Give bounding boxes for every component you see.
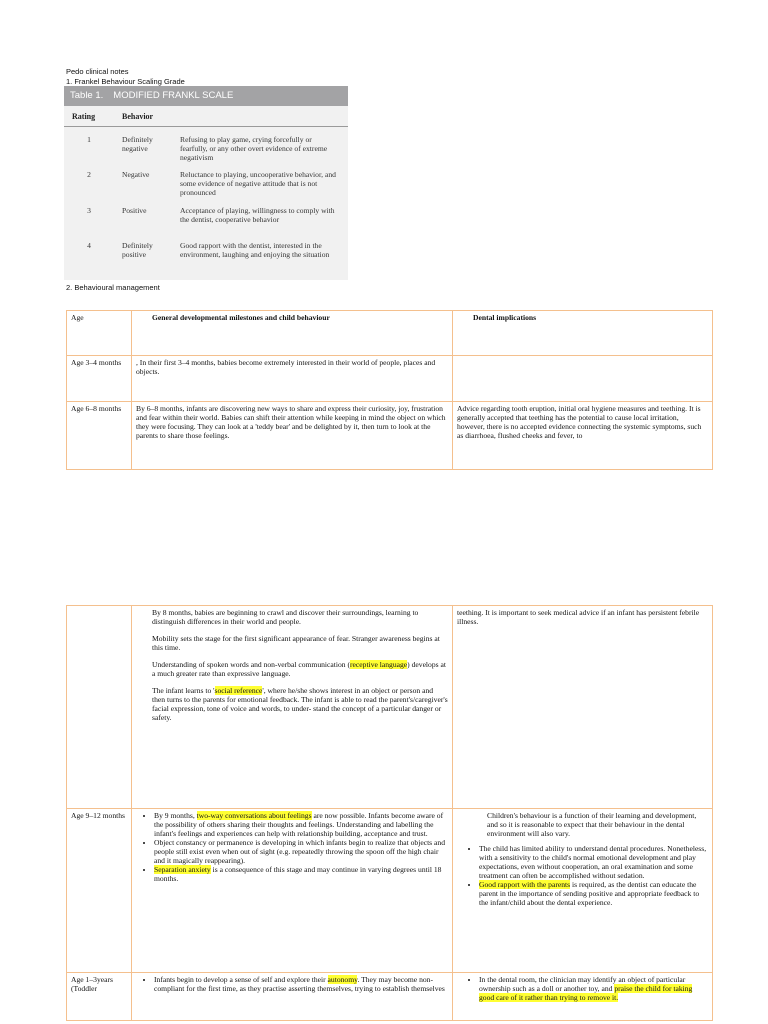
text: are now possible. Infants become aware of the possibility of others sharing their thoughts and feelings. Understanding and labelling the infant's feelings and experiences can help with relationship building, acceptance and trust. <box>154 811 444 838</box>
development-cell <box>132 973 453 1021</box>
text: The infant learns to ' <box>152 686 215 695</box>
dental-cell <box>453 809 713 973</box>
section-heading-behavioural: 2. Behavioural management <box>66 283 160 292</box>
figure-behavior: Negative <box>122 170 150 179</box>
age-cell: Age 1–3years (Toddler <box>67 973 132 1021</box>
bullet-list <box>140 811 448 883</box>
figure-title-bar <box>64 86 348 106</box>
milestones-table-part1 <box>66 310 713 470</box>
figure-description: Acceptance of playing, willingness to comply with the dentist, cooperative behavior <box>180 206 335 224</box>
col-header-development: General developmental milestones and child behaviour <box>132 311 453 356</box>
highlighted-text: autonomy <box>327 975 358 984</box>
table-row <box>67 402 713 470</box>
frankl-scale-figure <box>64 86 348 280</box>
col-header-age: Age <box>67 311 132 356</box>
age-cell: Age 6–8 months <box>67 402 132 470</box>
figure-description: Good rapport with the dentist, interested in the environment, laughing and enjoying the situation <box>180 241 330 259</box>
age-cell: Age 9–12 months <box>67 809 132 973</box>
text: is required, as the dentist can educate the parent in the importance of sending positive and appropriate feedback to the infant/child about the dental experience. <box>479 880 700 907</box>
table-row <box>67 606 713 809</box>
age-cell <box>67 606 132 809</box>
highlighted-text: two-way conversations about feelings <box>196 811 312 820</box>
text: In the dental room, the clinician may identify an object of particular ownership such as a doll or another toy, and <box>479 975 686 993</box>
paragraph <box>152 686 448 722</box>
table-row <box>67 973 713 1021</box>
list-item <box>154 811 448 838</box>
list-item <box>154 975 448 993</box>
text: . They may become non-compliant for the first time, as they practise asserting themselves, trying to establish themselves <box>154 975 445 993</box>
figure-rating: 4 <box>87 241 91 250</box>
list-item: • The child has limited ability to understand dental procedures. Nonetheless, with a sensitivity to the child's normal emotional development and play expectations, even without cooperation, an oral examination and some treatment can often be accomplished without sedation. <box>479 844 708 880</box>
table-row <box>67 809 713 973</box>
list-item <box>479 880 708 907</box>
paragraph: Mobility sets the stage for the first significant appearance of fear. Stranger awareness begins at this time. <box>152 634 440 652</box>
list-item <box>154 865 448 883</box>
figure-col-behavior: Behavior <box>122 112 154 121</box>
highlighted-text: Separation anxiety <box>154 865 211 874</box>
list-item <box>479 975 708 1002</box>
age-cell: Age 3–4 months <box>67 356 132 402</box>
figure-behavior: Positive <box>122 206 147 215</box>
text: Infants begin to develop a sense of self and explore their <box>154 975 328 984</box>
section-heading-frankl: 1. Frankel Behaviour Scaling Grade <box>66 77 185 86</box>
highlighted-text: praise the child for taking good care of it rather than trying to remove it. <box>479 984 693 1002</box>
figure-rating: 2 <box>87 170 91 179</box>
table-row <box>67 356 713 402</box>
text: is a consequence of this stage and may continue in varying degrees until 18 months. <box>154 865 442 883</box>
bullet-list <box>459 844 708 907</box>
figure-divider <box>64 126 348 127</box>
highlighted-text: receptive language <box>350 660 408 669</box>
text: ) develops at a much greater rate than expressive language. <box>152 660 446 678</box>
milestones-table-part2 <box>66 605 713 1021</box>
dental-cell <box>453 356 713 402</box>
paragraph: By 8 months, babies are beginning to crawl and discover their surroundings, learning to distinguish differences in their world and people. <box>152 608 419 626</box>
col-header-dental: Dental implications <box>453 311 713 356</box>
figure-behavior: Definitely negative <box>122 135 153 153</box>
highlighted-text: social reference <box>214 686 263 695</box>
figure-table-number: Table 1. <box>70 90 104 101</box>
figure-title: MODIFIED FRANKL SCALE <box>113 90 234 101</box>
paragraph <box>152 660 448 678</box>
paragraph: Children's behaviour is a function of their learning and development, and so it is reasonable to expect that their behaviour in the dental environment will also vary. <box>487 811 697 838</box>
development-cell: By 6–8 months, infants are discovering new ways to share and express their curiosity, joy, frustration and fear within their world. Babies can shift their attention while keeping in mind the object on which they were focusing. They can look at a 'teddy bear' and be delighted by it, then turn to look at the parents to share those feelings. <box>132 402 453 470</box>
dental-cell: teething. It is important to seek medical advice if an infant has persistent febrile illness. <box>453 606 713 809</box>
development-cell: , In their first 3–4 months, babies become extremely interested in their world of people, places and objects. <box>132 356 453 402</box>
figure-description: Refusing to play game, crying forcefully or fearfully, or any other overt evidence of extreme negativism <box>180 135 328 162</box>
dental-cell <box>453 973 713 1021</box>
figure-rating: 1 <box>87 135 91 144</box>
table-header-row <box>67 311 713 356</box>
dental-cell: Advice regarding tooth eruption, initial oral hygiene measures and teething. It is generally accepted that teething has the potential to cause local irritation, however, there is no accepted evidence connecting the systemic symptoms, such as diarrhoea, flushed cheeks and fever, to <box>453 402 713 470</box>
development-cell <box>132 809 453 973</box>
figure-description: Reluctance to playing, uncooperative behavior, and some evidence of negative attitude that is not pronounced <box>180 170 336 197</box>
text: Understanding of spoken words and non-verbal communication ( <box>152 660 351 669</box>
highlighted-text: Good rapport with the parents <box>479 880 571 889</box>
figure-rating: 3 <box>87 206 91 215</box>
list-item: • Object constancy or permanence is developing in which infants begin to realize that objects and people still exist even when out of sight (e.g. repeatedly throwing the spoon off the high chair and it magically reappearing). <box>154 838 448 865</box>
bullet-list <box>459 975 708 1002</box>
document-title: Pedo clinical notes <box>66 67 129 76</box>
text: ', where he/she shows interest in an object or person and then turns to the parents for emotional feedback. The infant is able to read the parent's/caregiver's facial expression, tone of voice and words, to under- stand the concept of a particular danger or safety. <box>152 686 448 722</box>
figure-behavior: Definitely positive <box>122 241 153 259</box>
text: By 9 months, <box>154 811 197 820</box>
bullet-list <box>140 975 448 993</box>
figure-col-rating: Rating <box>72 112 96 121</box>
development-cell <box>132 606 453 809</box>
